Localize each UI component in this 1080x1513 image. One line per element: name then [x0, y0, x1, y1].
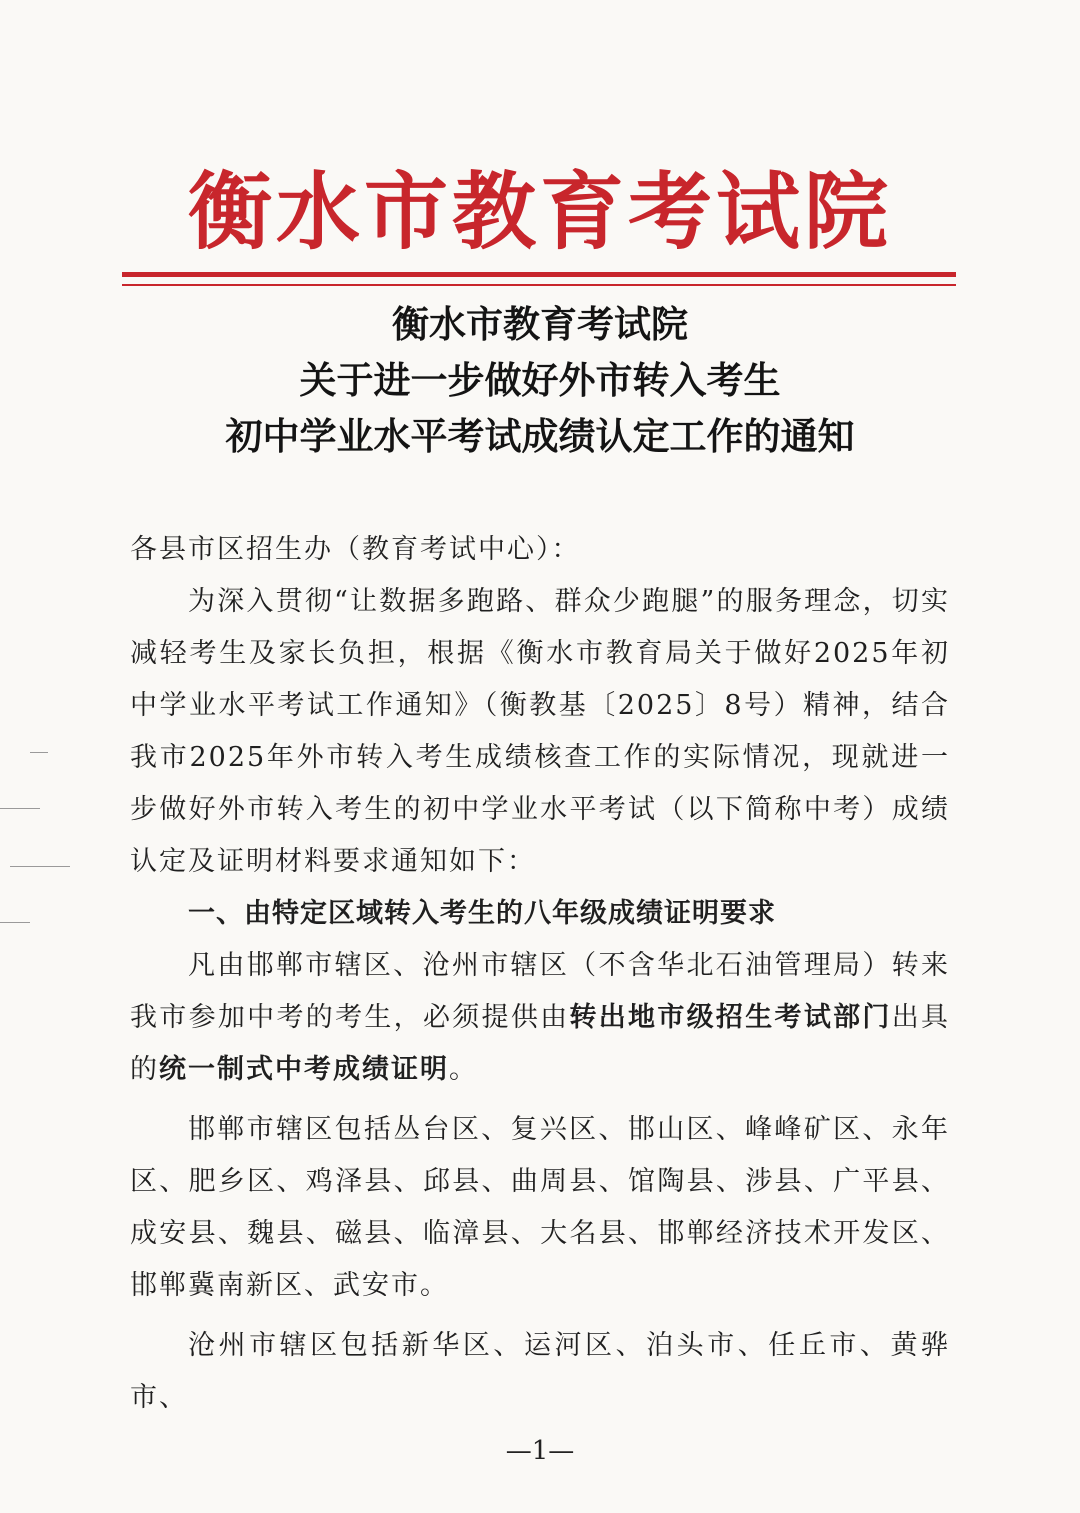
masthead-rule-thin — [122, 284, 956, 286]
document-title — [0, 297, 1080, 465]
scan-artifact — [30, 752, 48, 753]
title-line-2: 关于进一步做好外市转入考生 — [299, 359, 781, 402]
cangzhou-districts: 沧州市辖区包括新华区、运河区、泊头市、任丘市、黄骅市、 — [130, 1330, 950, 1413]
section-1-emphasis-b: 统一制式中考成绩证明 — [159, 1054, 449, 1085]
section-1-text-b: 出具的 — [130, 1002, 951, 1085]
section-1-text-a: 凡由邯郸市辖区、沧州市辖区（不含华北石油管理局）转来我市参加中考的考生，必须提供由 — [130, 950, 950, 1033]
scan-artifact — [10, 866, 70, 867]
section-1-emphasis-a: 转出地市级招生考试部门 — [569, 1002, 892, 1033]
intro-paragraph: 为深入贯彻“让数据多跑路、群众少跑腿”的服务理念，切实减轻考生及家长负担，根据《衡水市教育局关于做好2025年初中学业水平考试工作通知》（衡教基〔2025〕8号）精神，结合我市2025年外市转入考生成绩核查工作的实际情况，现就进一步做好外市转入考生的初中学业水平考试（以下简称中考）成绩认定及证明材料要求通知如下： — [130, 586, 950, 877]
masthead: 衡水市教育考试院 — [187, 162, 892, 261]
document-body — [130, 524, 950, 1424]
title-line-3: 初中学业水平考试成绩认定工作的通知 — [225, 415, 855, 458]
salutation: 各县市区招生办（教育考试中心）： — [130, 534, 581, 565]
masthead-rule-thick — [122, 272, 956, 277]
section-1-paragraph — [130, 940, 950, 1096]
scan-artifact — [0, 922, 30, 923]
section-1-heading: 一、由特定区域转入考生的八年级成绩证明要求 — [188, 898, 776, 929]
handan-districts: 邯郸市辖区包括丛台区、复兴区、邯山区、峰峰矿区、永年区、肥乡区、鸡泽县、邱县、曲周县、馆陶县、涉县、广平县、成安县、魏县、磁县、临漳县、大名县、邯郸经济技术开发区、邯郸冀南新区、武安市。 — [130, 1114, 950, 1301]
section-1-text-c: 。 — [449, 1054, 478, 1085]
scan-artifact — [0, 808, 40, 809]
page-number: —1— — [505, 1436, 575, 1466]
title-line-1: 衡水市教育考试院 — [392, 303, 688, 346]
